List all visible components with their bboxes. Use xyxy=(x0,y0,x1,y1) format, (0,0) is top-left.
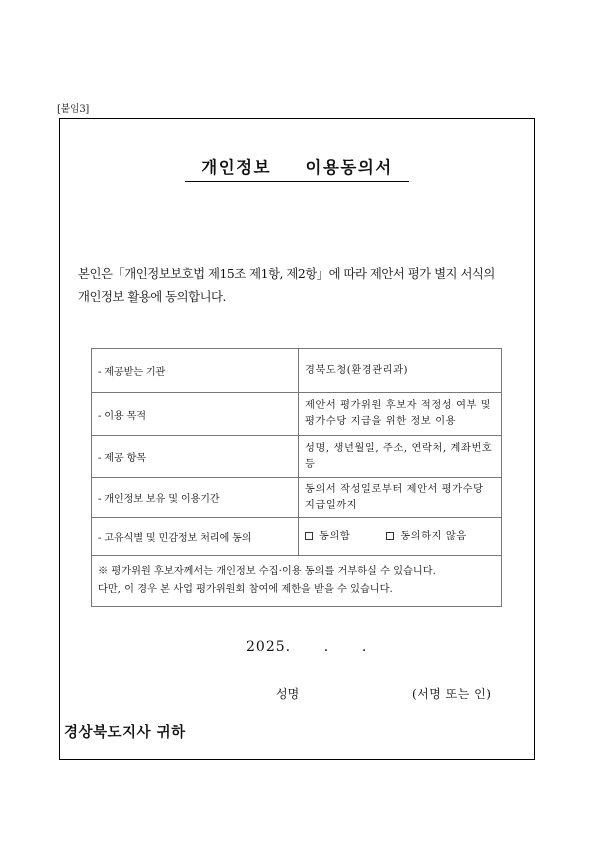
date-field[interactable]: 2025. . . xyxy=(246,639,368,655)
row-value-items: 성명, 생년월일, 주소, 연락처, 계좌번호 등 xyxy=(299,436,502,478)
refusal-notice xyxy=(92,556,502,607)
agree-option[interactable] xyxy=(305,529,350,545)
intro-paragraph xyxy=(78,262,530,308)
row-value-recipient: 경북도청(환경관리과) xyxy=(299,349,502,393)
row-label-purpose: - 이용 목적 xyxy=(92,393,299,436)
disagree-label: 동의하지 않음 xyxy=(400,530,467,542)
attachment-label: [붙임3] xyxy=(57,104,89,115)
agree-checkbox[interactable] xyxy=(305,532,313,540)
row-label-recipient: - 제공받는 기관 xyxy=(92,349,299,393)
intro-line: 본인은「개인정보보호법 제15조 제1항, 제2항」에 따라 제안서 평가 별지 서식의 xyxy=(78,266,495,281)
notice-line: 다만, 이 경우 본 사업 평가위원회 참여에 제한을 받을 수 있습니다. xyxy=(98,584,393,595)
row-value-retention: 동의서 작성일로부터 제안서 평가수당 지급일까지 xyxy=(299,478,502,518)
disagree-checkbox[interactable] xyxy=(386,532,394,540)
notice-line: ※ 평가위원 후보자께서는 개인정보 수집·이용 동의를 거부하실 수 있습니다. xyxy=(98,566,436,577)
row-label-retention: - 개인정보 보유 및 이용기간 xyxy=(92,478,299,518)
title-underline xyxy=(185,181,409,182)
row-value-purpose: 제안서 평가위원 후보자 적정성 여부 및 평가수당 지급을 위한 정보 이용 xyxy=(299,393,502,436)
consent-info-table xyxy=(91,348,502,607)
signature-hint[interactable]: (서명 또는 인) xyxy=(412,687,492,701)
intro-line: 개인정보 활용에 동의합니다. xyxy=(78,289,226,304)
table-row xyxy=(92,518,502,556)
row-label-sensitive-consent: - 고유식별 및 민감정보 처리에 동의 xyxy=(92,518,299,556)
addressee: 경상북도지사 귀하 xyxy=(64,725,186,741)
table-row xyxy=(92,556,502,607)
agree-label: 동의함 xyxy=(319,530,351,542)
row-label-items: - 제공 항목 xyxy=(92,436,299,478)
table-row xyxy=(92,393,502,436)
signature-name-label: 성명 xyxy=(276,687,300,701)
document-title: 개인정보 이용동의서 xyxy=(201,158,393,177)
table-row xyxy=(92,478,502,518)
table-row xyxy=(92,436,502,478)
consent-options xyxy=(299,518,502,556)
table-row xyxy=(92,349,502,393)
disagree-option[interactable] xyxy=(386,529,466,545)
